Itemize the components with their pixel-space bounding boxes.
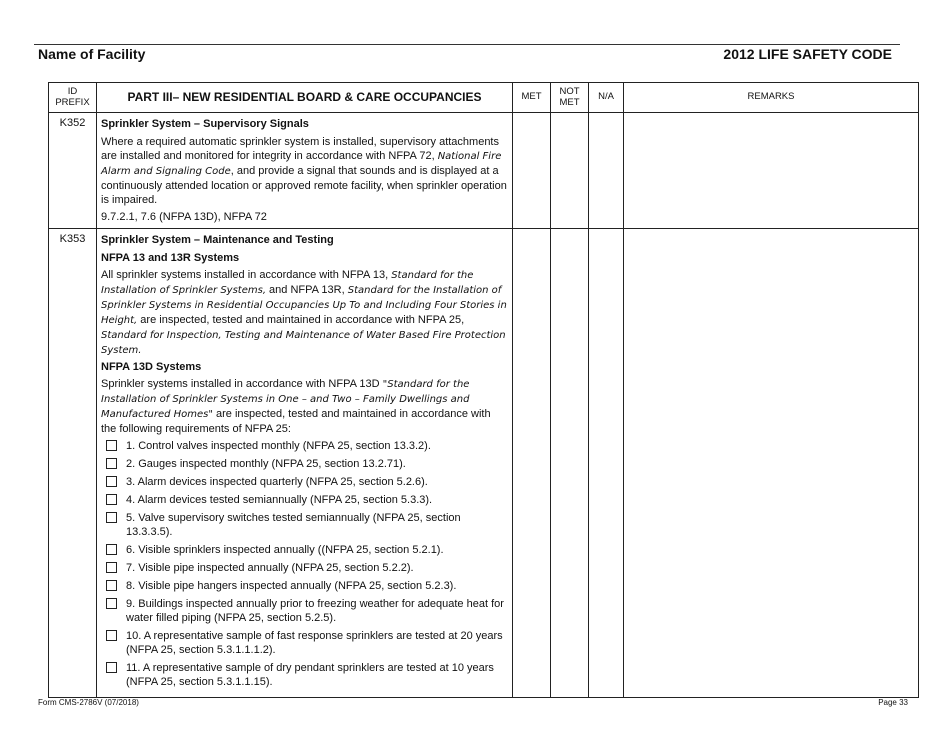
na-cell[interactable] xyxy=(589,113,624,229)
checkbox[interactable] xyxy=(106,562,117,573)
row-description xyxy=(97,229,513,698)
checklist-item xyxy=(106,439,508,453)
col-header-remarks: REMARKS xyxy=(624,83,919,113)
col-header-na: N/A xyxy=(589,83,624,113)
checkbox[interactable] xyxy=(106,662,117,673)
col-header-part: PART III– NEW RESIDENTIAL BOARD & CARE OCCUPANCIES xyxy=(97,83,513,113)
checklist-item-label: 4. Alarm devices tested semiannually (NFPA 25, section 5.3.3). xyxy=(126,494,433,506)
page-number: Page 33 xyxy=(878,698,908,707)
checkbox[interactable] xyxy=(106,630,117,641)
row-reference: 9.7.2.1, 7.6 (NFPA 13D), NFPA 72 xyxy=(101,211,267,223)
checkbox[interactable] xyxy=(106,598,117,609)
row-paragraph: Where a required automatic sprinkler system is installed, supervisory attachments are installed and monitored for integrity in accordance with NFPA 72, National Fire Alarm and Signaling Code, and provide a signal that sounds and is displayed at a continuously attended location or approved remote facility, when sprinkler operation is impaired. xyxy=(101,136,507,206)
checklist-item xyxy=(106,475,508,489)
checkbox[interactable] xyxy=(106,458,117,469)
checkbox[interactable] xyxy=(106,476,117,487)
checklist-item xyxy=(106,629,508,657)
row-title: Sprinkler System – Maintenance and Testing xyxy=(101,234,334,246)
checklist-item xyxy=(106,597,508,625)
checklist-item-label: 11. A representative sample of dry pendant sprinklers are tested at 10 years (NFPA 25, section 5.3.1.1.15). xyxy=(126,662,494,688)
row-subheading: NFPA 13 and 13R Systems xyxy=(101,252,240,264)
met-cell[interactable] xyxy=(513,229,551,698)
not-met-cell[interactable] xyxy=(551,229,589,698)
met-cell[interactable] xyxy=(513,113,551,229)
col-header-id: ID PREFIX xyxy=(49,83,97,113)
checkbox[interactable] xyxy=(106,494,117,505)
not-met-cell[interactable] xyxy=(551,113,589,229)
row-title: Sprinkler System – Supervisory Signals xyxy=(101,118,309,130)
na-cell[interactable] xyxy=(589,229,624,698)
checkbox[interactable] xyxy=(106,512,117,523)
checklist-item xyxy=(106,511,508,539)
checklist-item xyxy=(106,661,508,689)
checklist-item-label: 9. Buildings inspected annually prior to freezing weather for adequate heat for water filled piping (NFPA 25, section 5.2.5). xyxy=(126,598,504,624)
checklist-item-label: 6. Visible sprinklers inspected annually ((NFPA 25, section 5.2.1). xyxy=(126,544,444,556)
code-title: 2012 LIFE SAFETY CODE xyxy=(723,46,892,62)
remarks-cell[interactable] xyxy=(624,229,919,698)
checkbox[interactable] xyxy=(106,440,117,451)
checklist-item xyxy=(106,561,508,575)
row-id: K352 xyxy=(49,113,97,229)
row-paragraph: Sprinkler systems installed in accordance with NFPA 13D "Standard for the Installation of Sprinkler Systems in One – and Two – Family Dwellings and Manufactured Homes" are inspected, tested and maintained in accordance with the following requirements of NFPA 25: xyxy=(101,378,491,435)
checklist-item xyxy=(106,457,508,471)
checklist-item-label: 7. Visible pipe inspected annually (NFPA 25, section 5.2.2). xyxy=(126,562,414,574)
checklist-item xyxy=(106,579,508,593)
row-id: K353 xyxy=(49,229,97,698)
row-paragraph: All sprinkler systems installed in accordance with NFPA 13, Standard for the Installation of Sprinkler Systems, and NFPA 13R, Standard for the Installation of Sprinkler Systems in Residential Occupancies Up To and Including Four Stories in Height, are inspected, tested and maintained in accordance with NFPA 25, Standard for Inspection, Testing and Maintenance of Water Based Fire Protection System. xyxy=(101,269,507,356)
remarks-cell[interactable] xyxy=(624,113,919,229)
checklist-item xyxy=(106,543,508,557)
checklist-item-label: 2. Gauges inspected monthly (NFPA 25, section 13.2.71). xyxy=(126,458,406,470)
row-description xyxy=(97,113,513,229)
checklist-item xyxy=(106,493,508,507)
checklist-item-label: 8. Visible pipe hangers inspected annually (NFPA 25, section 5.2.3). xyxy=(126,580,457,592)
checklist-item-label: 3. Alarm devices inspected quarterly (NFPA 25, section 5.2.6). xyxy=(126,476,428,488)
checkbox[interactable] xyxy=(106,544,117,555)
checklist-table xyxy=(48,82,919,698)
row-subheading: NFPA 13D Systems xyxy=(101,361,202,373)
form-number: Form CMS-2786V (07/2018) xyxy=(38,698,139,707)
header-divider xyxy=(34,44,900,45)
checklist-item-label: 1. Control valves inspected monthly (NFPA 25, section 13.3.2). xyxy=(126,440,431,452)
checklist-item-label: 5. Valve supervisory switches tested semiannually (NFPA 25, section 13.3.3.5). xyxy=(126,512,461,538)
col-header-not-met: NOT MET xyxy=(551,83,589,113)
table-header-row xyxy=(49,83,919,113)
checkbox[interactable] xyxy=(106,580,117,591)
col-header-met: MET xyxy=(513,83,551,113)
checklist-item-label: 10. A representative sample of fast response sprinklers are tested at 20 years (NFPA 25, section 5.3.1.1.1.2). xyxy=(126,630,503,656)
table-row xyxy=(49,229,919,698)
table-row xyxy=(49,113,919,229)
facility-name-label: Name of Facility xyxy=(38,46,146,62)
